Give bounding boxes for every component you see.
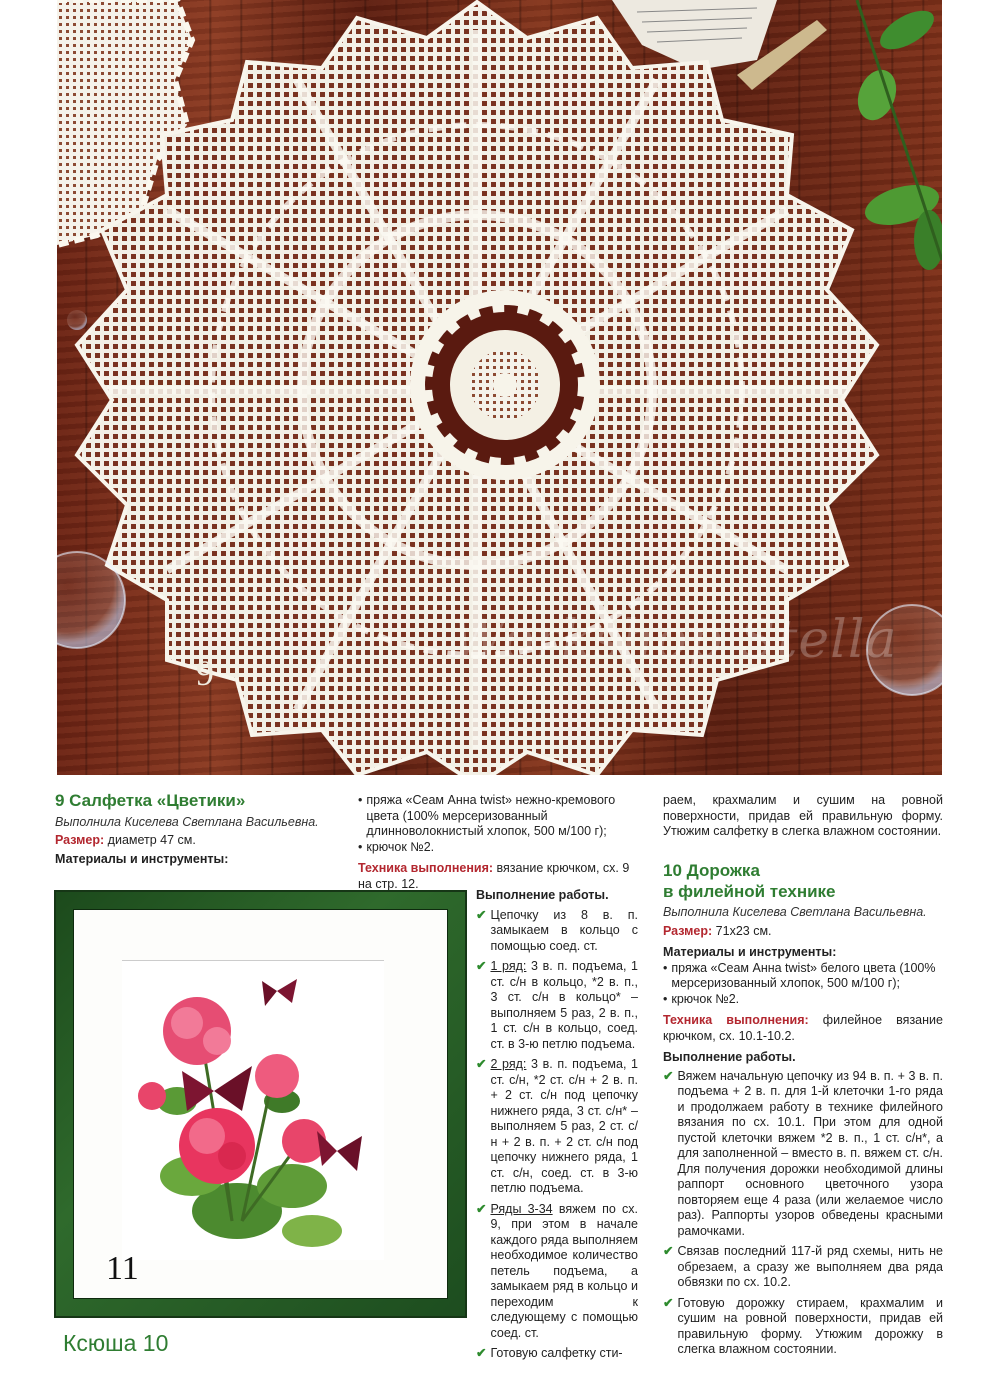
materials-label: Материалы и инструменты:: [55, 851, 229, 866]
technique-label: Техника выполнения:: [663, 1013, 809, 1027]
step-text: [490, 1057, 638, 1197]
frame-mat: [73, 909, 448, 1299]
step-body: Готовую салфетку сти-: [490, 1346, 623, 1360]
step-item: [476, 959, 638, 1052]
photo-number: 9: [196, 653, 214, 693]
step-item: [663, 1296, 943, 1358]
step-lead: 1 ряд:: [490, 959, 527, 973]
material-item: [358, 793, 640, 840]
step-text: [490, 908, 638, 955]
step-body: Цепочку из 8 в. п. замыкаем в кольцо с помощью соед. ст.: [490, 907, 638, 953]
technique-value: вязание крючком, сх. 9 на стр. 12.: [358, 861, 630, 891]
checkmark-icon: ✔: [476, 1057, 487, 1071]
checkmark-icon: ✔: [663, 1295, 674, 1310]
size-value: 71x23 см.: [715, 923, 772, 938]
materials-label: Материалы и инструменты:: [663, 945, 837, 959]
step-item: [663, 1244, 943, 1291]
step-item: [476, 1346, 638, 1362]
doily-photo: [57, 0, 942, 775]
material-item: [663, 961, 943, 992]
step-text: [490, 1202, 638, 1342]
step-body: вяжем по сх. 9, при этом в начале каждого ряда выполняем необходимое количество петель подъема, а замыкаем ряд в кольцо и переходим к следующему с помощью соед. ст.: [490, 1201, 638, 1340]
bullet-icon: •: [663, 991, 668, 1006]
checkmark-icon: ✔: [476, 1201, 487, 1216]
article1-author: Выполнила Киселева Светлана Васильевна.: [55, 815, 319, 829]
green-leaves: [851, 0, 942, 270]
article2-title: [663, 860, 943, 902]
checkmark-icon: ✔: [476, 907, 487, 922]
checkmark-icon: ✔: [476, 959, 487, 973]
step-item: [476, 908, 638, 955]
geranium-picture: [122, 960, 384, 1260]
material-text: крючок №2.: [366, 839, 435, 854]
checkmark-icon: ✔: [476, 1346, 487, 1360]
step-body: 3 в. п. подъема, 1 ст. с/н в кольцо, *2 в. п., 3 ст. с/н в кольцо* – выполняем 5 раз, 2 в. п., 1 ст. с/н в кольцо, соед. ст. в 3-ю петлю подъема.: [490, 959, 638, 1051]
step-text: Связав последний 117-й ряд схемы, нить не обрезаем, а сразу же выполняем два ряда обвязки по сх. 10.2.: [677, 1244, 943, 1289]
article1-header: [55, 790, 350, 867]
work-label: Выполнение работы.: [476, 888, 609, 902]
step-item: [476, 1057, 638, 1197]
checkmark-icon: ✔: [663, 1068, 674, 1083]
article1-title: 9 Салфетка «Цветики»: [55, 791, 246, 810]
step-body: 3 в. п. подъема, 1 ст. с/н, *2 ст. с/н + 2 в. п. + 2 ст. с/н под цепочку нижнего ряда, 3 ст. с/н* – выполняем 5 раз, 2 ст. с/н + 2 в. п. + 2 ст. с/н под цепочку нижнего ряда, 1 ст. с/н, соед. ст. в 3-ю петлю подъема.: [490, 1057, 638, 1195]
step-text: Готовую дорожку стираем, крахмалим и сушим на ровной поверхности, придав ей правильную форму. Утюжим дорожку в слегка влажном состоянии.: [677, 1295, 943, 1356]
frame-number: 11: [106, 1250, 139, 1287]
bullet-icon: •: [358, 839, 363, 854]
bullet-icon: •: [358, 793, 363, 807]
article1-steps: [476, 888, 638, 1362]
technique-label: Техника выполнения:: [358, 861, 494, 875]
step-text: [490, 959, 638, 1052]
step-lead: Ряды 3-34: [490, 1201, 553, 1216]
watermark: Workshop Stella: [452, 610, 898, 670]
material-text: пряжа «Сеам Анна twist» нежно-кремового цвета (100% мерсеризованный длинноволокнистый хлопок, 500 м/100 г);: [366, 793, 616, 838]
step-lead: 2 ряд:: [490, 1057, 527, 1071]
article2-author: Выполнила Киселева Светлана Васильевна.: [663, 904, 927, 919]
step-text: Вяжем начальную цепочку из 94 в. п. + 3 в. п. подъема + 2 в. п. для 1-й клеточки 1-го ряда и продолжаем работу в технике филейного вязания по сх. 10.1. При этом для одной пустой клеточки вяжем *2 в. п., 1 ст. с/н*, а для заполненной – вместо в. п. вяжем ст. с/н. Для получения дорожки необходимой длины раппорт основного цветочного узора повторяем еще 4 раза (или желаемое число раз). Раппорты узоров обведены красными рамочками.: [677, 1068, 943, 1238]
work-label: Выполнение работы.: [663, 1050, 796, 1064]
article1-continuation: раем, крахмалим и сушим на ровной поверхности, придав ей правильную форму. Утюжим салфетку в слегка влажном состоянии.: [663, 793, 943, 838]
article2-title-line2: в филейной технике: [663, 881, 836, 901]
step-text: [490, 1346, 622, 1362]
size-label: Размер:: [55, 833, 105, 847]
geranium-illustration: [122, 961, 384, 1261]
article1-materials: [358, 793, 640, 892]
size-label: Размер:: [663, 923, 713, 938]
article2: [663, 793, 943, 1358]
article2-title-line1: 10 Дорожка: [663, 860, 760, 880]
page-footer: Ксюша 10: [63, 1330, 169, 1356]
material-text: пряжа «Сеам Анна twist» белого цвета (100% мерсеризованный хлопок, 500 м/100 г);: [671, 960, 936, 990]
size-value: диаметр 47 см.: [107, 833, 196, 847]
article2-size: [663, 924, 943, 940]
technique: [663, 1013, 943, 1044]
material-item: [358, 840, 640, 856]
technique-value: филейное вязание крючком, сх. 10.1-10.2.: [663, 1013, 943, 1043]
bullet-icon: •: [663, 960, 668, 975]
checkmark-icon: ✔: [663, 1244, 674, 1258]
material-text: крючок №2.: [671, 991, 740, 1006]
step-item: [476, 1202, 638, 1342]
step-item: [663, 1069, 943, 1240]
framed-embroidery: [54, 890, 467, 1318]
material-item: [663, 992, 943, 1008]
article1-size: [55, 833, 350, 849]
